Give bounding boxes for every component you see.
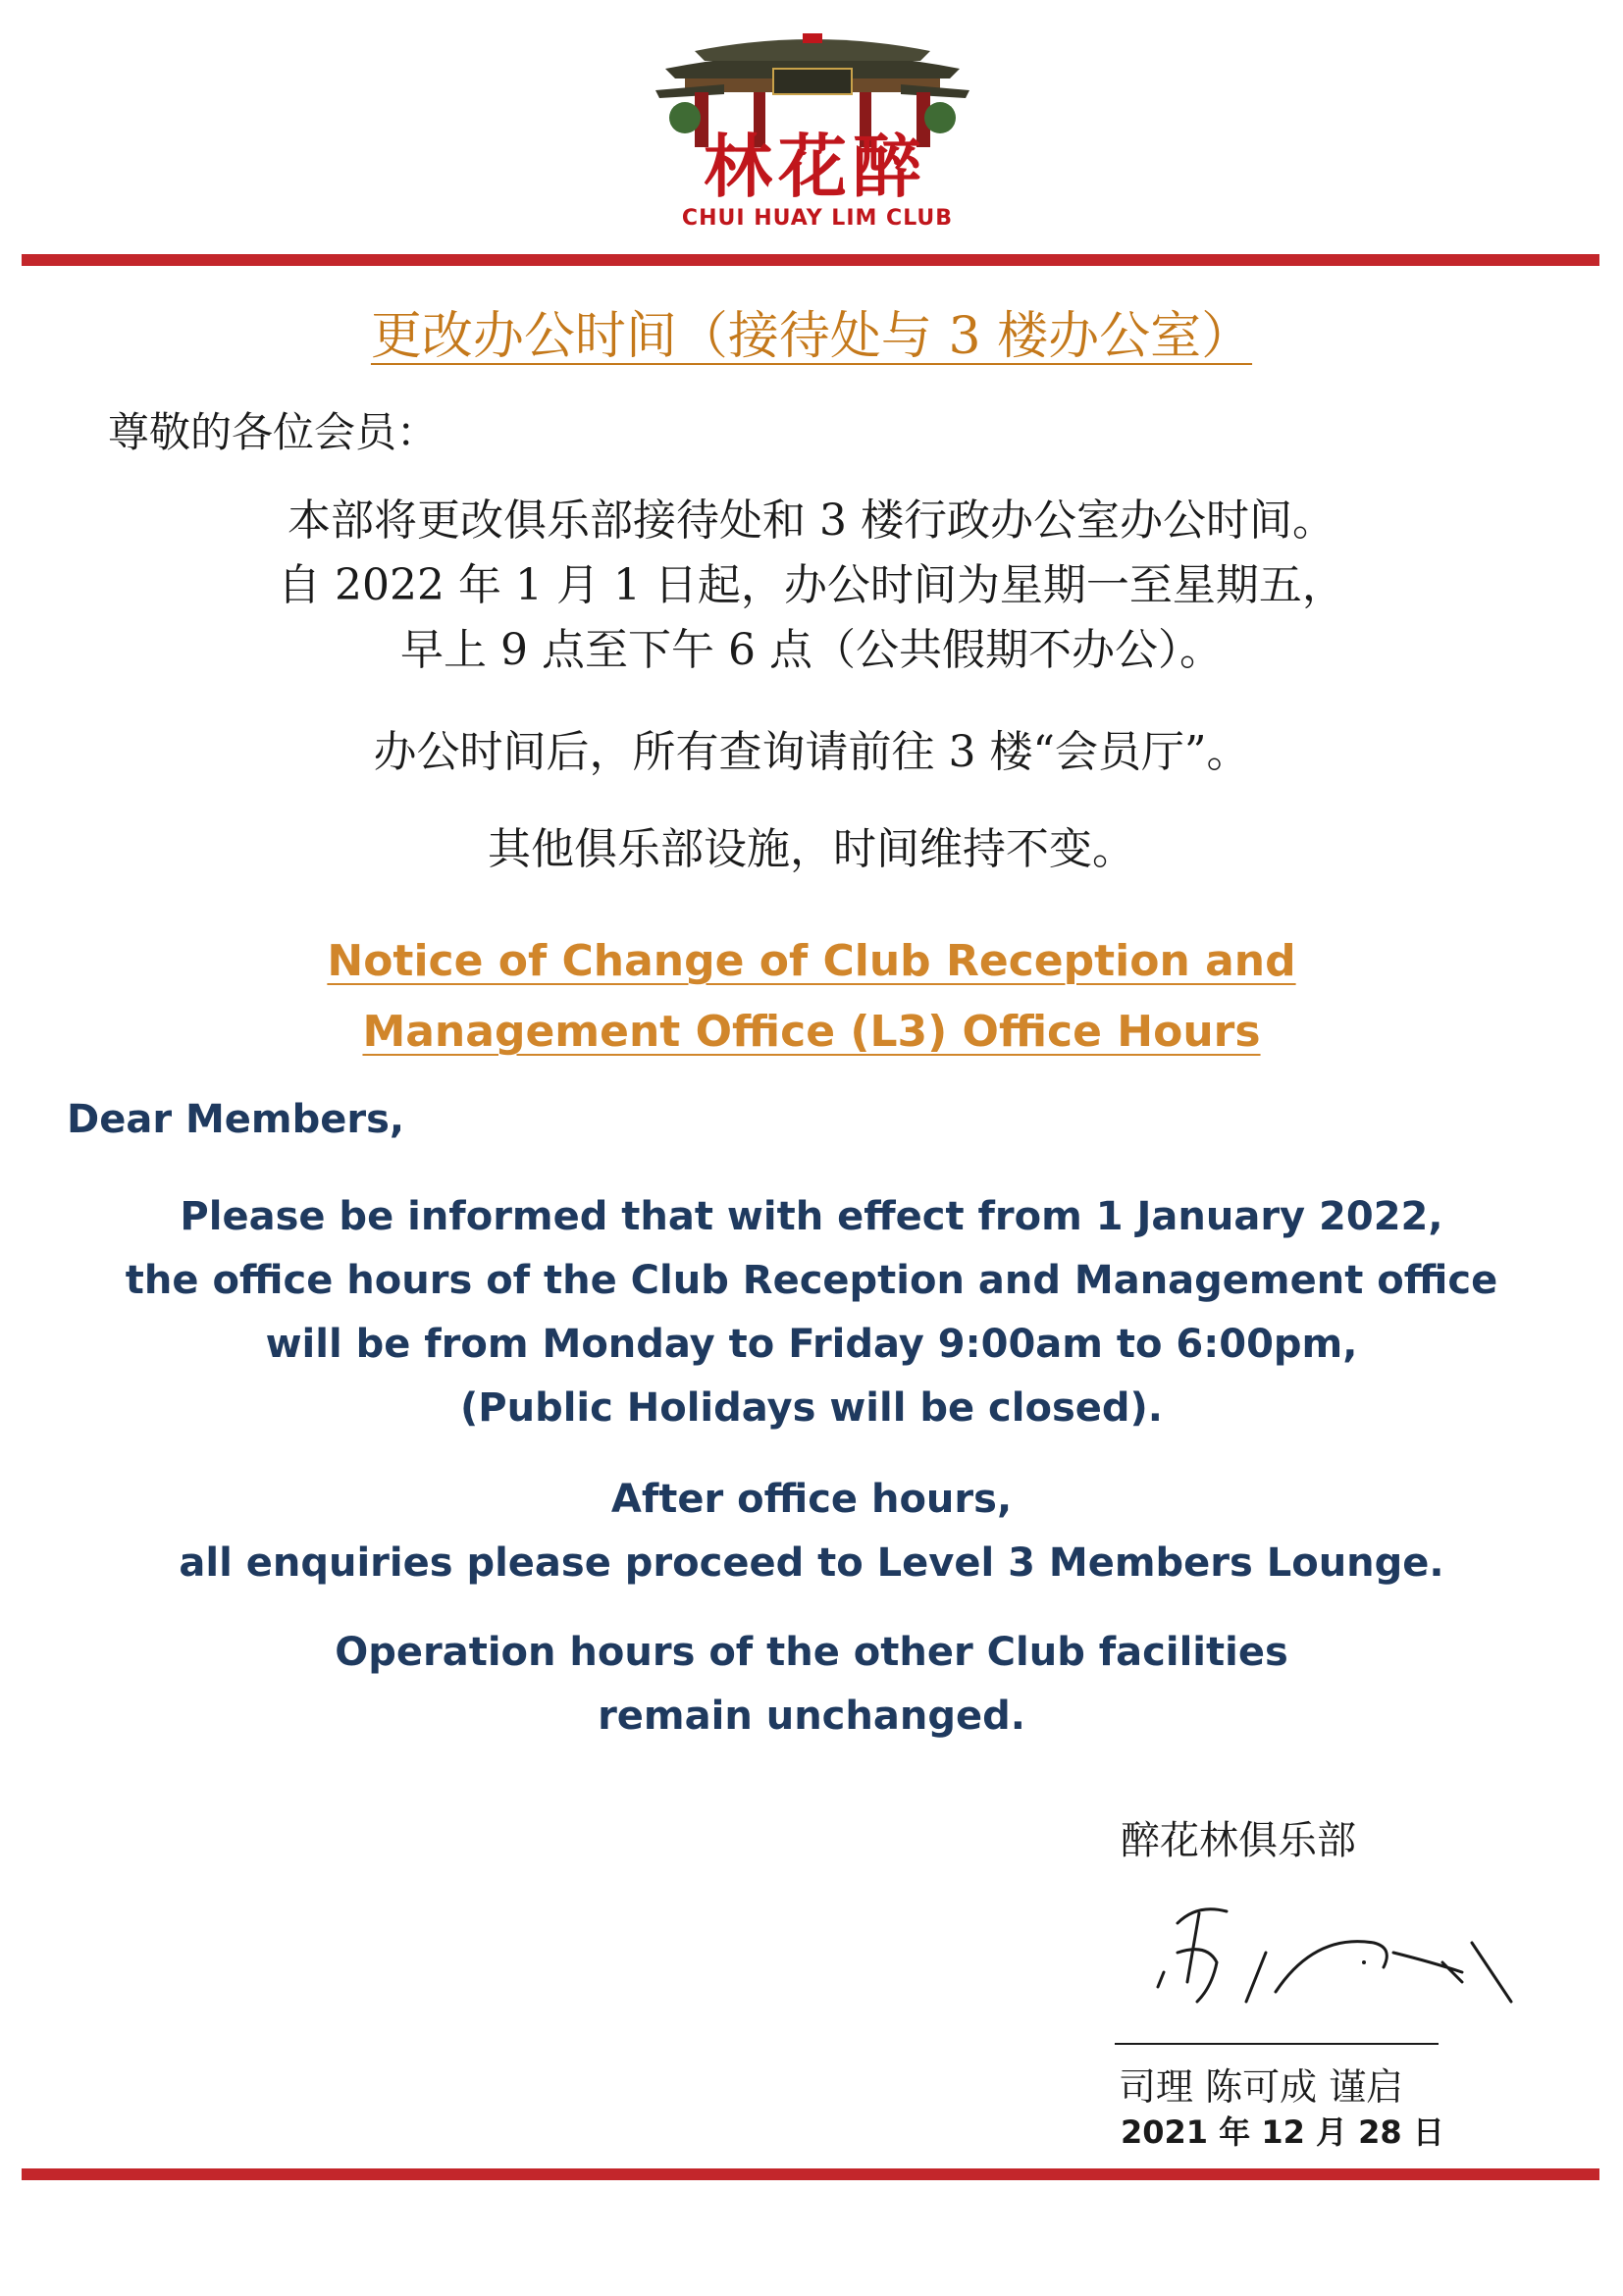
english-p3-line: Operation hours of the other Club facilities bbox=[335, 1630, 1288, 1675]
english-paragraph-3 bbox=[0, 1621, 1623, 1748]
chinese-paragraph-1 bbox=[0, 489, 1623, 683]
signature-line bbox=[1115, 2043, 1439, 2045]
english-paragraph-1 bbox=[0, 1185, 1623, 1440]
english-title bbox=[0, 926, 1623, 1068]
signature-icon bbox=[1119, 1894, 1531, 2031]
chinese-paragraph-3: 其他俱乐部设施，时间维持不变。 bbox=[488, 824, 1135, 874]
english-title-line: Management Office (L3) Office Hours bbox=[362, 1007, 1261, 1057]
chinese-p1-line: 本部将更改俱乐部接待处和 3 楼行政办公室办公时间。 bbox=[288, 496, 1335, 546]
english-p1-line: (Public Holidays will be closed). bbox=[460, 1385, 1163, 1431]
chinese-greeting: 尊敬的各位会员： bbox=[108, 408, 439, 456]
english-p3-line: remain unchanged. bbox=[598, 1694, 1025, 1739]
chinese-p1-line: 自 2022 年 1 月 1 日起，办公时间为星期一至星期五， bbox=[278, 560, 1345, 610]
logo-english-name: CHUI HUAY LIM CLUB bbox=[681, 206, 954, 231]
english-p2-line: After office hours, bbox=[610, 1477, 1013, 1522]
signatory: 司理 陈可成 谨启 bbox=[1119, 2065, 1404, 2109]
english-p1-line: will be from Monday to Friday 9:00am to 6:00pm, bbox=[265, 1322, 1358, 1367]
signoff-club-name: 醉花林俱乐部 bbox=[1121, 1818, 1356, 1863]
top-divider bbox=[22, 254, 1599, 266]
english-p1-line: the office hours of the Club Reception and Management office bbox=[125, 1258, 1498, 1303]
english-p1-line: Please be informed that with effect from 1 January 2022, bbox=[180, 1194, 1443, 1239]
notice-date: 2021 年 12 月 28 日 bbox=[1121, 2113, 1444, 2151]
english-title-line: Notice of Change of Club Reception and bbox=[327, 936, 1296, 986]
english-paragraph-2 bbox=[0, 1468, 1623, 1595]
chinese-paragraph-2: 办公时间后，所有查询请前往 3 楼“会员厅”。 bbox=[373, 727, 1250, 777]
bottom-divider bbox=[22, 2168, 1599, 2180]
chinese-title bbox=[0, 294, 1623, 368]
chinese-title-text: 更改办公时间（接待处与 3 楼办公室） bbox=[370, 307, 1253, 366]
chinese-p1-line: 早上 9 点至下午 6 点（公共假期不办公）。 bbox=[400, 625, 1223, 675]
english-p2-line: all enquiries please proceed to Level 3 Members Lounge. bbox=[179, 1540, 1444, 1586]
logo-chinese-name: 林花醉 bbox=[704, 126, 927, 207]
english-greeting: Dear Members, bbox=[67, 1097, 405, 1142]
club-logo bbox=[655, 29, 969, 235]
